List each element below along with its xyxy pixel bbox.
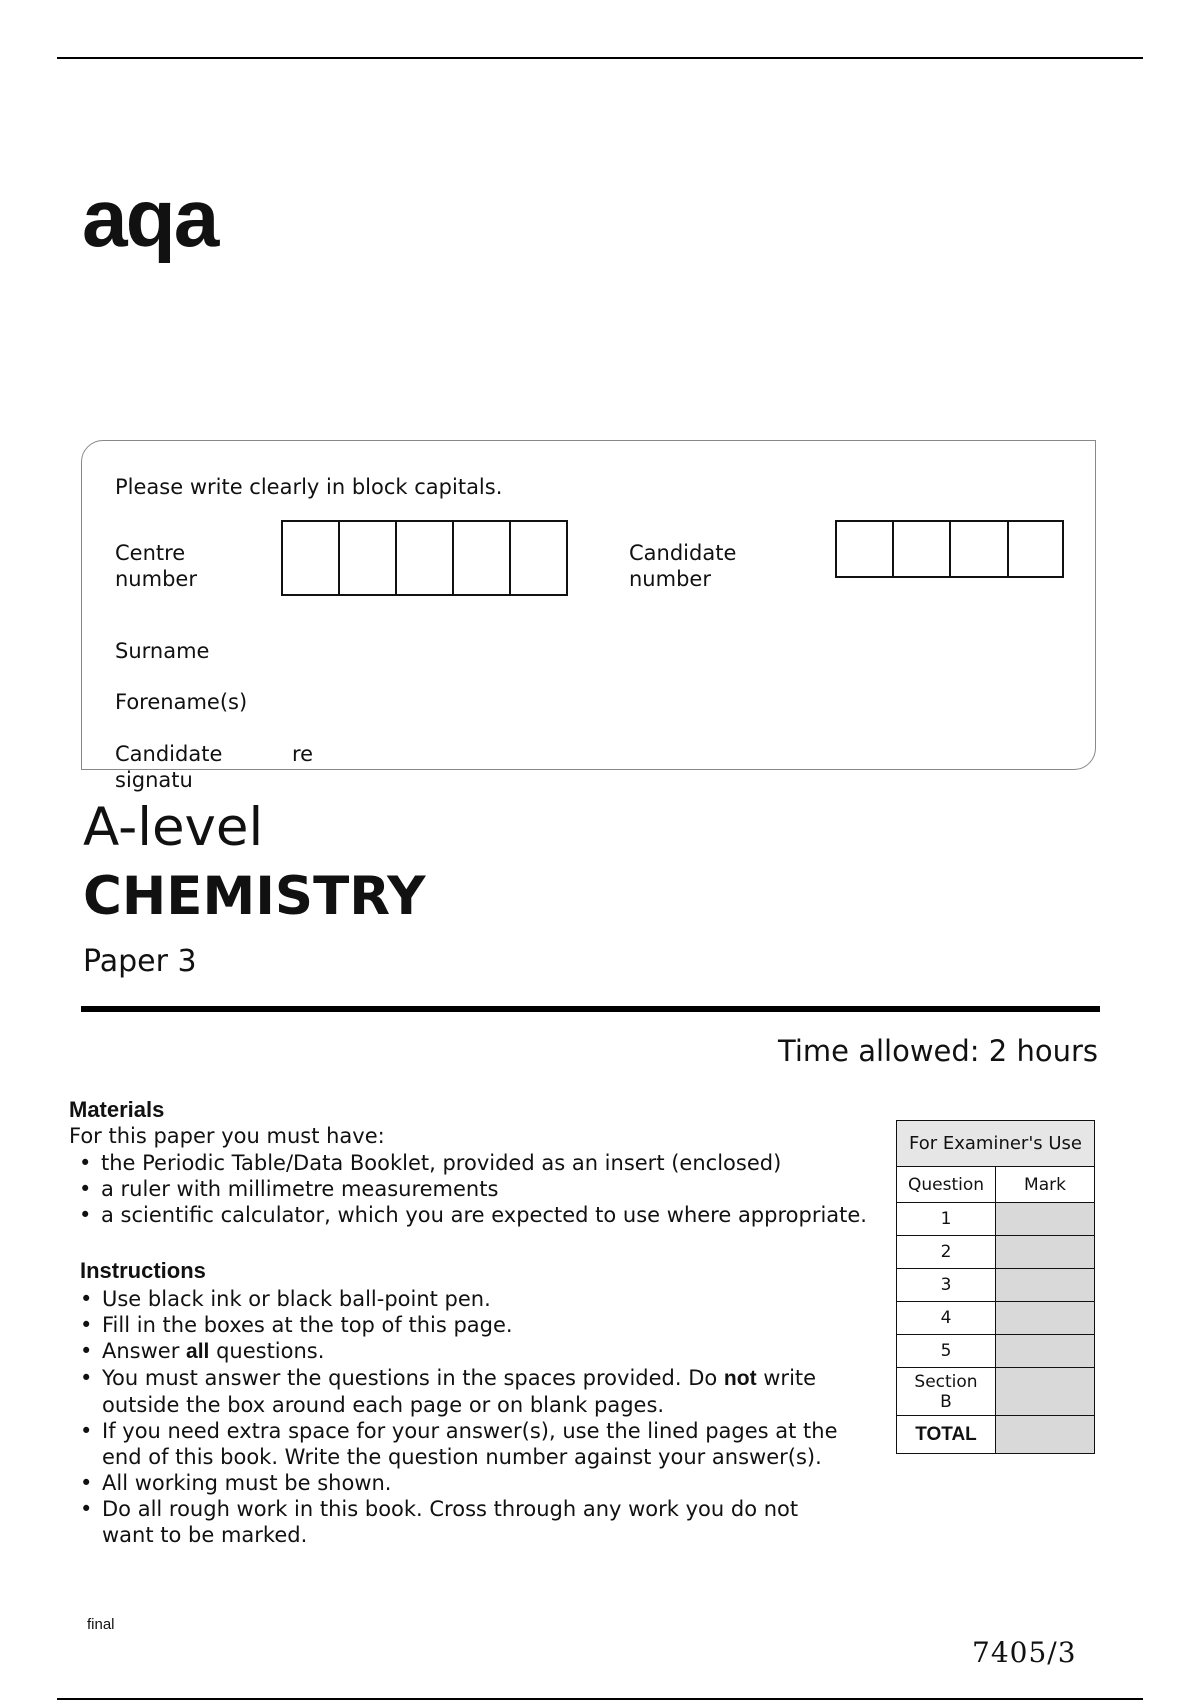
mark-cell [996,1368,1095,1416]
examiners-use-table [896,1120,1095,1454]
instruction-item: • Answer all questions. [68,1338,850,1365]
question-number: 3 [897,1269,996,1302]
paper-code: 7405/3 [972,1636,1077,1669]
materials-item: • a ruler with millimetre measurements [67,1176,929,1202]
mark-cell [996,1269,1095,1302]
forenames-label: Forename(s) [115,690,248,714]
centre-digit-box[interactable] [283,522,340,594]
materials-intro: For this paper you must have: [69,1124,385,1148]
materials-section [69,1097,929,1228]
instruction-item: • Do all rough work in this book. Cross through any work you do not want to be marked. [68,1496,850,1548]
question-number: 5 [897,1335,996,1368]
block-capitals-instruction: Please write clearly in block capitals. [115,475,503,499]
question-number: 1 [897,1203,996,1236]
mark-cell [996,1203,1095,1236]
centre-number-label: Centre number [115,541,197,591]
signature-label: Candidate signatu [115,742,223,792]
question-number: 4 [897,1302,996,1335]
instruction-item: • Use black ink or black ball-point pen. [68,1286,850,1312]
total-label: TOTAL [897,1416,996,1454]
candidate-digit-box[interactable] [1009,522,1062,576]
instructions-section [80,1258,850,1548]
materials-heading: Materials [69,1097,165,1122]
question-column-header: Question [897,1167,996,1203]
examiners-use-title: For Examiner's Use [897,1121,1095,1167]
subject-title: CHEMISTRY [83,866,426,927]
final-marker: final [87,1616,115,1633]
candidate-number-boxes[interactable] [835,520,1064,578]
centre-digit-box[interactable] [340,522,397,594]
instruction-item: • You must answer the questions in the spaces provided. Do not write outside the box around each page or on blank pages. [68,1365,850,1418]
centre-digit-box[interactable] [454,522,511,594]
candidate-digit-box[interactable] [894,522,951,576]
instruction-item: • Fill in the boxes at the top of this page. [68,1312,850,1338]
bottom-rule [57,1698,1143,1700]
materials-item: • the Periodic Table/Data Booklet, provided as an insert (enclosed) [67,1150,929,1176]
instruction-item: • If you need extra space for your answer(s), use the lined pages at the end of this book. Write the question number against your answer(s). [68,1418,850,1470]
candidate-number-label: Candidate number [629,541,737,591]
time-allowed: Time allowed: 2 hours [778,1034,1098,1068]
candidate-digit-box[interactable] [951,522,1009,576]
materials-item: • a scientific calculator, which you are expected to use where appropriate. [67,1202,929,1228]
aqa-logo: aqa [82,173,218,264]
instruction-item: • All working must be shown. [68,1470,850,1496]
instructions-heading: Instructions [80,1258,206,1283]
candidate-digit-box[interactable] [837,522,894,576]
mark-cell [996,1302,1095,1335]
centre-digit-box[interactable] [397,522,454,594]
surname-label: Surname [115,639,210,663]
section-b-label: Section B [897,1368,996,1416]
centre-number-boxes[interactable] [281,520,568,596]
mark-cell [996,1335,1095,1368]
signature-label-fragment: re [292,742,314,766]
paper-title: Paper 3 [83,944,197,979]
top-rule [57,57,1143,59]
level-title: A-level [83,797,264,858]
title-rule [81,1006,1100,1012]
question-number: 2 [897,1236,996,1269]
mark-cell [996,1236,1095,1269]
mark-column-header: Mark [996,1167,1095,1203]
centre-digit-box[interactable] [511,522,566,594]
total-mark-cell [996,1416,1095,1454]
